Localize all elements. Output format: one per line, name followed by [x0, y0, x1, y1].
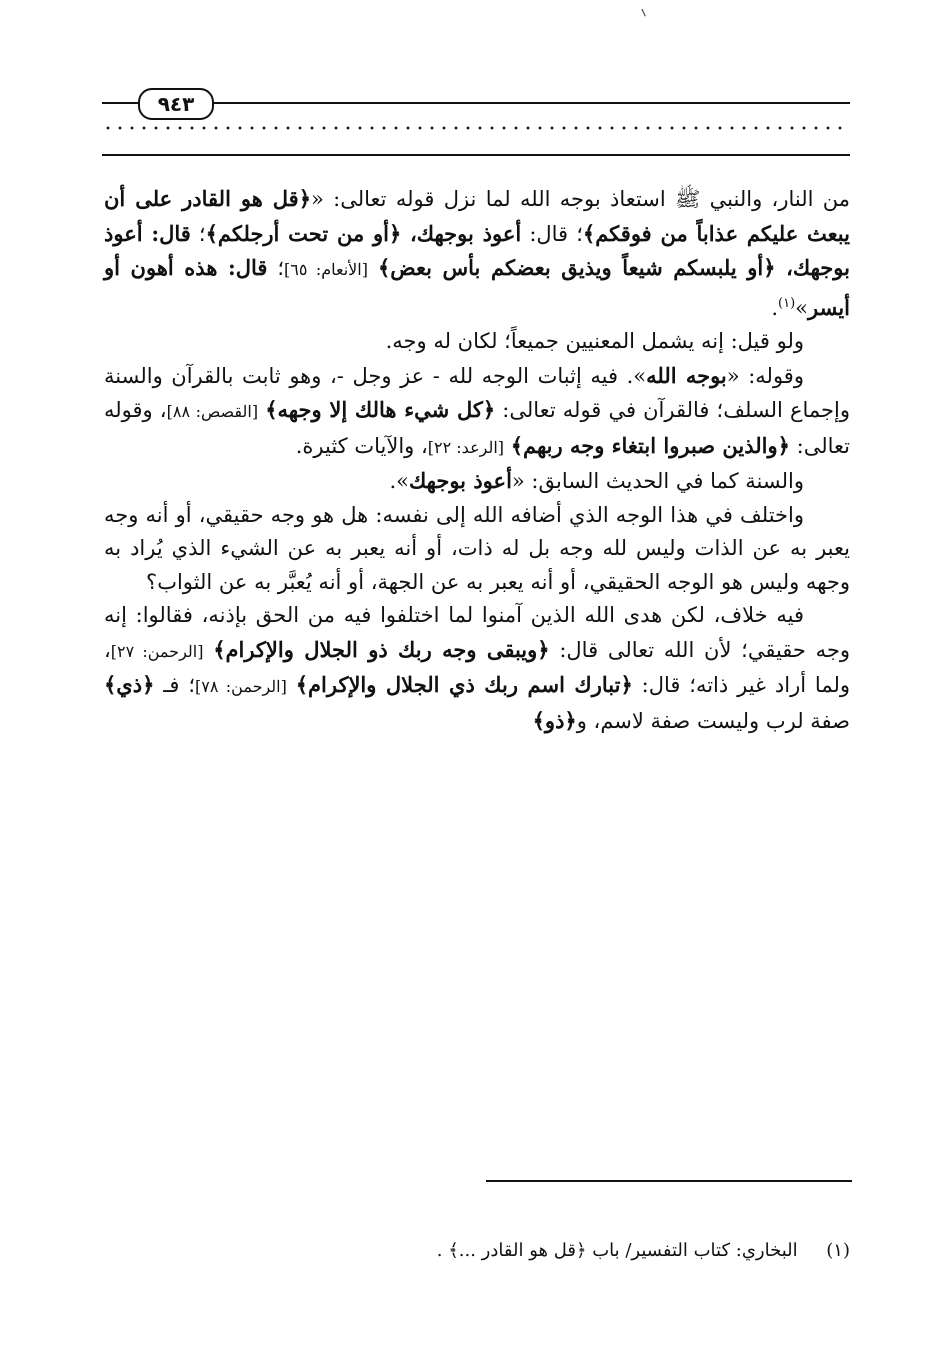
- text-run: ، وقوله تعالى:: [104, 398, 850, 458]
- paragraph: [104, 499, 850, 600]
- footnote-end: .: [436, 1240, 443, 1261]
- verse-reference: [الرحمن: ٧٨]: [195, 677, 287, 696]
- text-run: فيه خلاف، لكن هدى الله الذين آمنوا لما اختلفوا فيه من الحق بإذنه، فقالوا: إنه وجه حقيقي؛ لأن الله تعالى قال:: [104, 603, 850, 662]
- header-bottom-rule: [102, 154, 850, 156]
- text-run: ، والآيات كثيرة.: [295, 433, 428, 458]
- scan-mark: [641, 8, 648, 17]
- verse-reference: [الأنعام: ٦٥]: [284, 260, 368, 279]
- text-run: .: [771, 295, 778, 320]
- bold-text: أعوذ بوجهك: [408, 468, 512, 493]
- verse-reference: [القصص: ٨٨]: [166, 402, 259, 421]
- footnote-separator: [486, 1180, 852, 1182]
- bold-text: ﴿ذو﴾: [532, 707, 577, 733]
- bold-text: ﴿والذين صبروا ابتغاء وجه ربهم﴾: [510, 432, 790, 458]
- text-run: [287, 673, 296, 697]
- footnote-marker: (١): [826, 1240, 850, 1261]
- bold-text: قال: هذه أهون أو أيسر: [104, 255, 850, 320]
- header-dotted-rule: [102, 124, 850, 132]
- text-run: صفة لرب وليست صفة لاسم، و: [576, 708, 850, 733]
- bold-text: ﴿ذي﴾: [104, 672, 155, 697]
- paragraph: [104, 359, 850, 465]
- bold-text: ﴿ويبقى وجه ربك ذو الجلال والإكرام﴾: [213, 636, 550, 662]
- text-run: وقوله: «: [726, 363, 804, 388]
- text-run: [504, 434, 511, 458]
- text-run: ؛: [267, 256, 285, 280]
- text-run: ؛: [190, 221, 206, 246]
- bold-text: ﴿أو من تحت أرجلكم﴾: [205, 220, 402, 246]
- bold-text: ﴿تبارك اسم ربك ذي الجلال والإكرام﴾: [295, 672, 633, 697]
- footnote-text: البخاري: كتاب التفسير/ باب: [586, 1240, 798, 1261]
- text-run: واختلف في هذا الوجه الذي أضافه الله إلى نفسه: هل هو وجه حقيقي، أو أنه وجه يعبر به عن الذات وليس لله وجه بل له ذات، أو أنه يعبر به عن الشيء الذي يُراد به وجهه وليس هو الوجه الحقيقي، أو أنه يعبر به عن الجهة، أو أنه يُعبَّر به عن الثواب؟: [104, 502, 850, 594]
- paragraph: [104, 464, 850, 499]
- text-run: ؛ قال:: [521, 221, 583, 246]
- bold-text: قال: أعوذ بوجهك،: [104, 220, 850, 280]
- footnote-reference: (١): [778, 295, 796, 311]
- paragraph: [104, 325, 850, 359]
- verse-reference: [الرعد: ٢٢]: [427, 437, 505, 457]
- main-text: [104, 182, 850, 738]
- text-run: [368, 256, 378, 280]
- text-run: [203, 638, 213, 662]
- verse-reference: [الرحمن: ٢٧]: [110, 641, 204, 661]
- paragraph: [104, 599, 850, 738]
- paragraph: [104, 182, 850, 325]
- text-run: ، ولما أراد غير ذاته؛ قال:: [104, 637, 850, 697]
- bold-text: بوجه الله: [646, 362, 727, 388]
- text-run: والسنة كما في الحديث السابق: «: [511, 469, 804, 493]
- bold-text: أعوذ بوجهك،: [401, 220, 522, 246]
- header-top-rule: [102, 102, 850, 104]
- text-run: ».: [389, 469, 409, 493]
- footnote-quote: ﴿قل هو القادر ...﴾: [448, 1240, 587, 1261]
- text-run: من النار، والنبي ﷺ استعاذ بوجه الله لما نزل قوله تعالى: «: [311, 187, 850, 211]
- page-number: ٩٤٣: [138, 88, 214, 120]
- bold-text: ﴿قل هو القادر على أن يبعث عليكم عذاباً من فوقكم﴾: [104, 186, 850, 246]
- text-run: »: [795, 295, 808, 320]
- footnote: [300, 1238, 850, 1264]
- text-run: ؛ فـ: [154, 673, 196, 697]
- bold-text: ﴿أو يلبسكم شيعاً ويذيق بعضكم بأس بعض﴾: [377, 255, 776, 280]
- text-run: ولو قيل: إنه يشمل المعنيين جميعاً؛ لكان له وجه.: [385, 329, 804, 353]
- bold-text: ﴿كل شيء هالك إلا وجهه﴾: [265, 397, 496, 422]
- page-header: [102, 84, 850, 160]
- text-run: ». فيه إثبات الوجه لله - عز وجل -، وهو ثابت بالقرآن والسنة وإجماع السلف؛ فالقرآن في قوله تعالى:: [104, 363, 851, 422]
